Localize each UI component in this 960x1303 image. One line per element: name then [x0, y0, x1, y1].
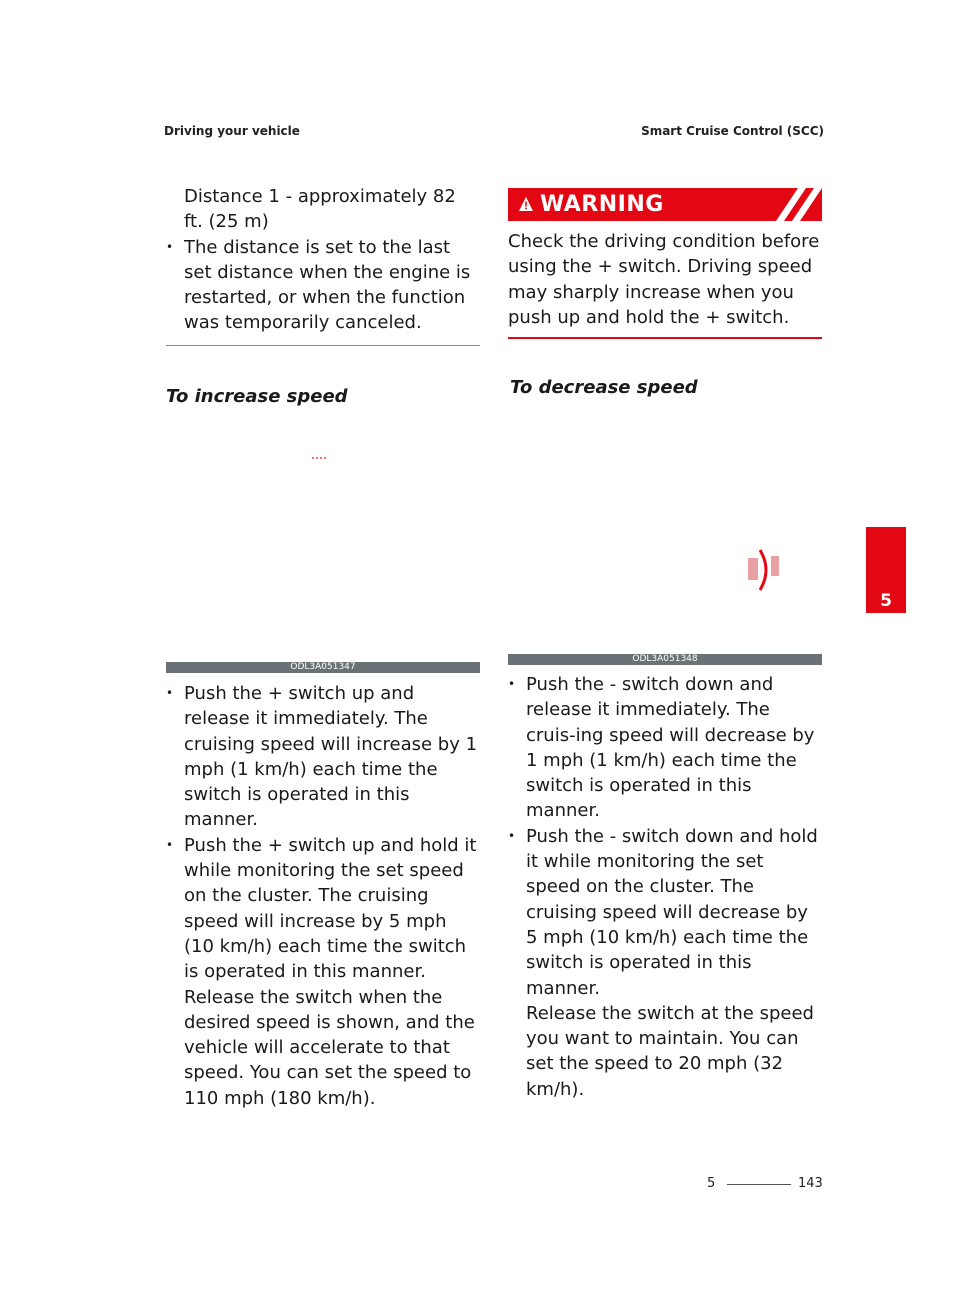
running-header-topic: Smart Cruise Control (SCC): [641, 124, 824, 138]
warning-text: Check the driving condition before using the + switch. Driving speed may sharply increase when you push up and hold the + switch.: [508, 231, 820, 328]
figure-label: ODL3A051348: [508, 654, 822, 665]
warning-body: [508, 229, 822, 330]
list-item: • Push the + switch up and release it immediately. The cruising speed will increase by 1 mph (1 km/h) each time the switch is operated in this manner.: [166, 681, 480, 833]
increase-text: [166, 681, 480, 1111]
warning-triangle-icon: [518, 196, 534, 212]
slash-decoration-icon: [770, 188, 822, 221]
left-top-block: [166, 184, 480, 336]
increase-speed-heading: To increase speed: [166, 386, 348, 407]
decrease-note: Release the switch at the speed you want to maintain. You can set the speed to 20 mph (32 km/h).: [526, 1002, 814, 1100]
page-number: 143: [798, 1176, 823, 1191]
increase-figure: [166, 420, 480, 660]
decrease-figure: [508, 410, 822, 650]
increase-bullets: [166, 681, 480, 1111]
running-header-section: Driving your vehicle: [164, 124, 300, 138]
distance-bullets: [166, 235, 480, 336]
warning-banner: [508, 188, 822, 221]
figure-label: ODL3A051347: [166, 662, 480, 673]
footer-rule: [727, 1184, 791, 1185]
decrease-speed-heading: To decrease speed: [510, 377, 698, 398]
list-item: • The distance is set to the last set distance when the engine is restarted, or when the function was temporarily canceled.: [166, 235, 480, 336]
chapter-tab-number: 5: [880, 591, 892, 611]
section-divider: [166, 345, 480, 346]
switch-down-illustration-icon: [508, 410, 822, 650]
decrease-bullets: [508, 672, 822, 1001]
decrease-text: [508, 672, 822, 1102]
distance-continuation: Distance 1 - approximately 82 ft. (25 m): [184, 186, 456, 233]
warning-bottom-rule: [508, 337, 822, 339]
list-item: • Push the + switch up and hold it while monitoring the set speed on the cluster. The cruising speed will increase by 5 mph (10 km/h) each time the switch is operated in this manner. Release the switch when the desired speed is shown, and the vehicle will accelerate to that speed. You can set the speed to 110 mph (180 km/h).: [166, 833, 480, 1111]
warning-title: WARNING: [540, 192, 664, 217]
list-item: • Push the - switch down and hold it while monitoring the set speed on the cluster. The cruising speed will decrease by 5 mph (10 km/h) each time the switch is operated in this manner.: [508, 824, 822, 1001]
footer-chapter: 5: [707, 1176, 716, 1191]
chapter-tab: [866, 527, 906, 613]
switch-illustration-icon: [166, 420, 480, 660]
list-item: • Push the - switch down and release it immediately. The cruis-ing speed will decrease by 1 mph (1 km/h) each time the switch is operated in this manner.: [508, 672, 822, 824]
